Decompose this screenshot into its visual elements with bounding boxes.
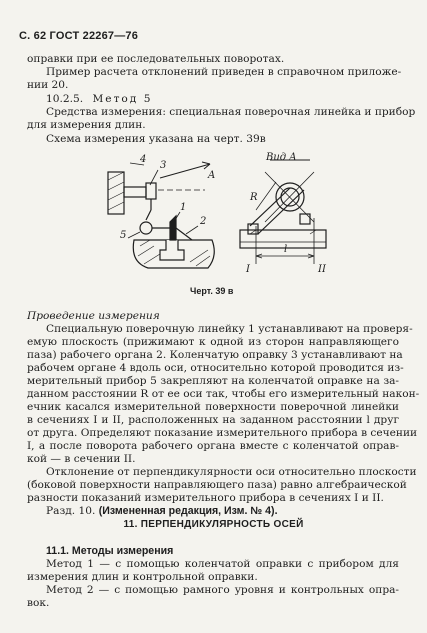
method-title: Метод 5 (92, 93, 153, 105)
text-line: в сечениях I и II, расположенных на заданном расстоянии l друг (27, 414, 399, 426)
method-heading (46, 93, 152, 106)
label-view-a: Вид A (266, 152, 297, 163)
figure-caption: Черт. 39 в (190, 286, 234, 296)
text-line: I, а после поворота рабочего органа вместе с коленчатой оправ- (27, 440, 399, 452)
text-line: кой — в сечении II. (27, 453, 136, 465)
text-line: мерительный прибор 5 закрепляют на коленчатой оправке на за- (27, 375, 399, 387)
label-3: 3 (160, 160, 167, 171)
crank-arbor (124, 183, 156, 220)
label-1: 1 (180, 202, 187, 213)
text-line: паза) рабочего органа 2. Коленчатую оправку 3 устанавливают на (27, 349, 403, 361)
text-line: Отклонение от перпендикулярности оси относительно плоскости (46, 466, 417, 478)
text-line: от друга. Определяют показание измерительного прибора в сечении (27, 427, 418, 439)
text-line: емую плоскость (прижимают к одной из сторон направляющего (27, 336, 399, 348)
running-head: С. 62 ГОСТ 22267—76 (19, 30, 139, 42)
label-2: 2 (200, 216, 207, 227)
dial-indicator (140, 222, 170, 234)
figure-39v (100, 150, 340, 284)
text-line: нии 20. (27, 79, 69, 91)
methods-heading: 11.1. Методы измерения (46, 545, 174, 557)
square-straightedge (170, 216, 192, 240)
text-line: рабочем органе 4 вдоль оси, относительно которой проводится из- (27, 362, 404, 374)
text-line: оправки при ее последовательных поворотах. (27, 53, 285, 65)
label-r: R (250, 192, 258, 203)
label-5: 5 (120, 230, 127, 241)
amendment-note (46, 505, 278, 518)
text-line: Метод 1 — с помощью коленчатой оправки с прибором для (46, 558, 399, 570)
text-line: Пример расчета отклонений приведен в справочном приложе- (46, 66, 402, 78)
amendment-ref: Разд. 10. (46, 505, 96, 517)
method-number: 10.2.5. (46, 93, 84, 105)
label-section-i: I (246, 264, 250, 275)
amendment-text: (Измененная редакция, Изм. № 4). (98, 505, 278, 517)
section-heading: 11. ПЕРПЕНДИКУЛЯРНОСТЬ ОСЕЙ (123, 519, 304, 530)
text-line: ечник касался измерительной поверхности поверочной линейки (27, 401, 399, 413)
view-a (240, 160, 326, 264)
text-line: вок. (27, 597, 50, 609)
text-line: Специальную поверочную линейку 1 устанавливают на проверя- (46, 323, 413, 335)
text-line: Схема измерения указана на черт. 39в (46, 133, 266, 145)
label-section-ii: II (318, 264, 326, 275)
text-line: (боковой поверхности направляющего паза) равно алгебраической (27, 479, 407, 491)
text-line: Метод 2 — с помощью рамного уровня и контрольных опра- (46, 584, 399, 596)
text-line: разности показаний измерительного прибора в сечениях I и II. (27, 492, 384, 504)
text-line: данном расстоянии R от ее оси так, чтобы его измерительный након- (27, 388, 420, 400)
label-l: l (284, 244, 288, 255)
spindle-housing (108, 172, 124, 214)
subsection-heading: Проведение измерения (27, 310, 160, 322)
text-line: измерения длин и контрольной оправки. (27, 571, 258, 583)
label-arrow-a: A (208, 170, 216, 181)
text-line: для измерения длин. (27, 119, 146, 131)
label-4: 4 (140, 154, 147, 165)
text-line: Средства измерения: специальная поверочная линейка и прибор (46, 106, 416, 118)
work-table (133, 240, 214, 268)
